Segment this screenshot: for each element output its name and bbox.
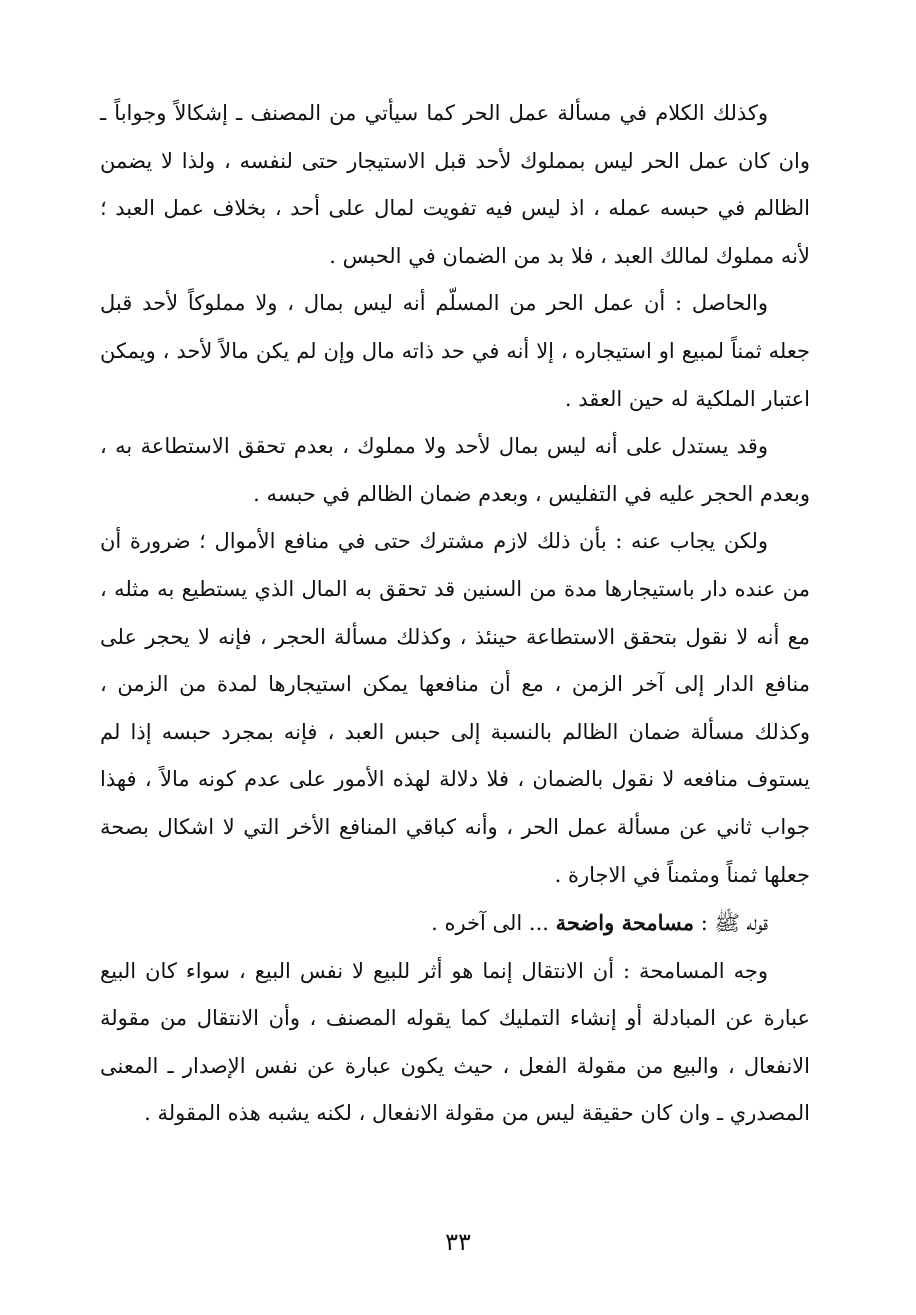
qawl-suffix: ... الى آخره . (431, 911, 556, 936)
page-body (100, 90, 810, 1138)
paragraph-3: وقد يستدل على أنه ليس بمال لأحد ولا مملوك ، بعدم تحقق الاستطاعة به ، وبعدم الحجر عليه في التفليس ، وبعدم ضمان الظالم في حبسه . (100, 434, 810, 506)
paragraph-1: وكذلك الكلام في مسألة عمل الحر كما سيأتي من المصنف ـ إشكالاً وجواباً ـ وان كان عمل الحر ليس بمملوك لأحد قبل الاستيجار حتى لنفسه ، ولذا لا يضمن الظالم في حبسه عمله ، اذ ليس فيه تفويت لمال على أحد ، بخلاف عمل العبد ؛ لأنه مملوك لمالك العبد ، فلا بد من الضمان في الحبس . (100, 101, 810, 268)
qawl-heading (100, 899, 810, 948)
paragraph-5: وجه المسامحة : أن الانتقال إنما هو أثر للبيع لا نفس البيع ، سواء كان البيع عبارة عن المبادلة أو إنشاء التمليك كما يقوله المصنف ، وأن الانتقال من مقولة الانفعال ، والبيع من مقولة الفعل ، حيث يكون عبارة عن نفس الإصدار ـ المعنى المصدري ـ وان كان حقيقة ليس من مقولة الانفعال ، لكنه يشبه هذه المقولة . (100, 958, 810, 1126)
page-number: ٣٣ (445, 1228, 471, 1256)
paragraph-2: والحاصل : أن عمل الحر من المسلّم أنه ليس بمال ، ولا مملوكاً لأحد قبل جعله ثمناً لمبيع او استيجاره ، إلا أنه في حد ذاته مال وإن لم يكن مالاً لأحد ، ويمكن اعتبار الملكية له حين العقد . (100, 291, 810, 411)
qawl-bold-text: مسامحة واضحة (555, 910, 695, 936)
paragraph-4: ولكن يجاب عنه : بأن ذلك لازم مشترك حتى في منافع الأموال ؛ ضرورة أن من عنده دار باستيجارها مدة من السنين قد تحقق به المال الذي يستطيع به مثله ، مع أنه لا نقول بتحقق الاستطاعة حينئذ ، وكذلك مسألة الحجر ، فإنه لا يحجر على منافع الدار إلى آخر الزمن ، مع أن منافعها يمكن استيجارها لمدة من الزمن ، وكذلك مسألة ضمان الظالم بالنسبة إلى حبس العبد ، فإنه بمجرد حبسه إذا لم يستوف منافعه لا نقول بالضمان ، فلا دلالة لهذه الأمور على عدم كونه مالاً ، فهذا جواب ثاني عن مسألة عمل الحر ، وأنه كباقي المنافع الأخر التي لا اشكال بصحة جعلها ثمناً ومثمناً في الاجارة . (100, 529, 810, 887)
qawl-prefix: قوله ﷺ : (694, 911, 768, 936)
